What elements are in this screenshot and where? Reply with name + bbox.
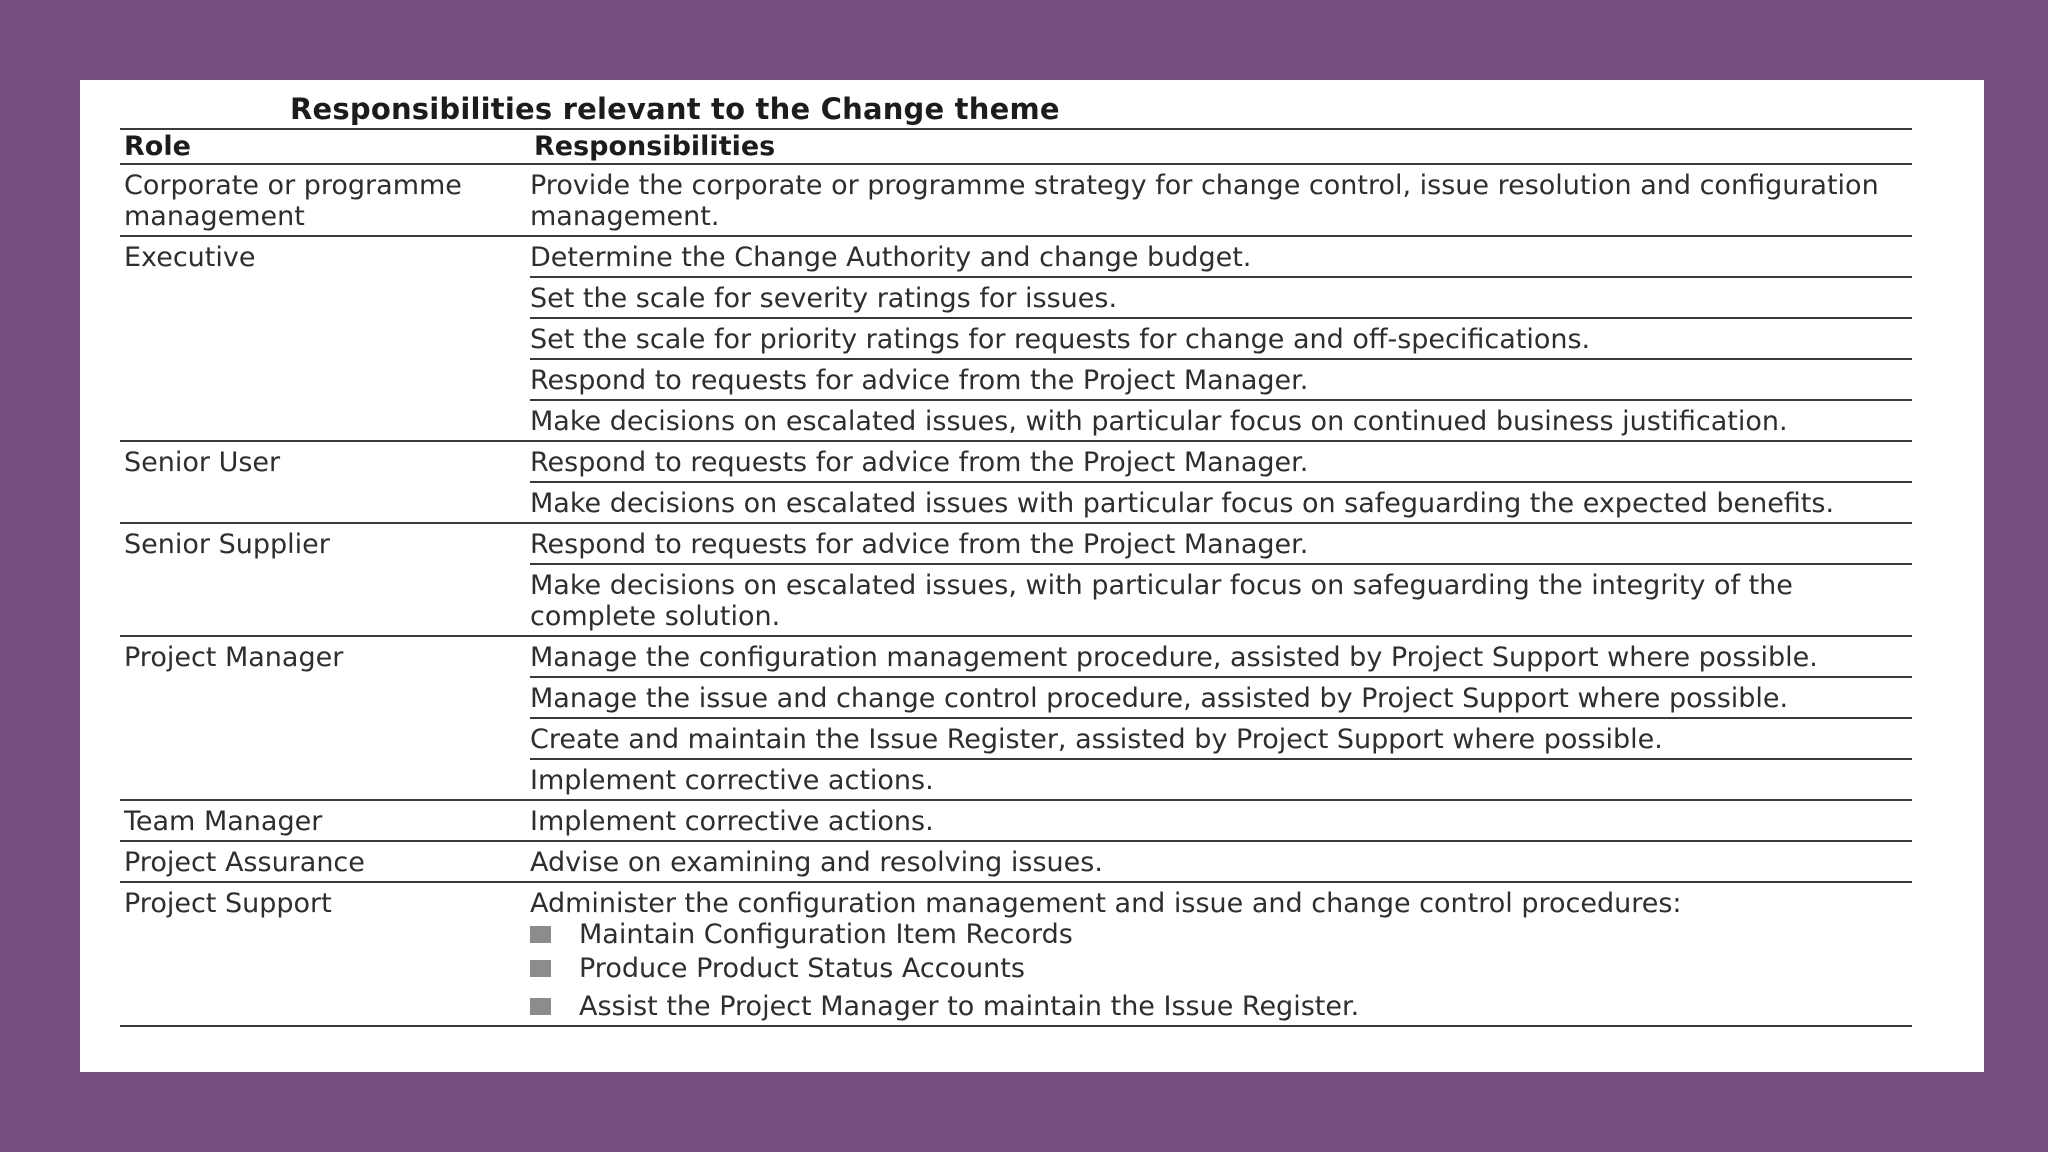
role-cell: Senior Supplier bbox=[124, 529, 330, 560]
responsibilities-cell bbox=[530, 237, 1912, 440]
responsibility-item bbox=[530, 883, 1912, 1025]
role-column-header: Role bbox=[124, 131, 191, 162]
responsibility-item: Set the scale for severity ratings for issues. bbox=[530, 276, 1912, 317]
role-cell: Project Support bbox=[124, 888, 332, 919]
responsibility-item: Manage the configuration management procedure, assisted by Project Support where possible. bbox=[530, 642, 1818, 673]
table-row bbox=[120, 799, 1912, 840]
bullet-text: Produce Product Status Accounts bbox=[579, 952, 1025, 984]
responsibilities-cell bbox=[530, 801, 1912, 840]
table-caption: Responsibilities relevant to the Change theme bbox=[290, 92, 1060, 126]
responsibility-intro: Administer the configuration management and issue and change control procedures: bbox=[530, 888, 1682, 919]
responsibility-item: Set the scale for priority ratings for requests for change and off-specifications. bbox=[530, 317, 1912, 358]
table-header-row bbox=[120, 128, 1912, 163]
responsibilities-cell bbox=[530, 165, 1912, 235]
responsibilities-column-header: Responsibilities bbox=[534, 131, 776, 162]
responsibilities-cell bbox=[530, 637, 1912, 799]
responsibilities-table bbox=[120, 128, 1912, 1027]
role-cell: Project Manager bbox=[124, 642, 344, 673]
table-row bbox=[120, 235, 1912, 440]
document-card bbox=[80, 80, 1984, 1072]
bullet-text: Assist the Project Manager to maintain the Issue Register. bbox=[579, 990, 1360, 1022]
responsibilities-cell bbox=[530, 842, 1912, 881]
bullet-text: Maintain Configuration Item Records bbox=[579, 918, 1073, 950]
table-row bbox=[120, 635, 1912, 799]
responsibility-item: Respond to requests for advice from the Project Manager. bbox=[530, 447, 1309, 478]
responsibility-item: Implement corrective actions. bbox=[530, 758, 1912, 799]
role-cell: Corporate or programme management bbox=[124, 170, 462, 232]
responsibility-item: Determine the Change Authority and change budget. bbox=[530, 242, 1252, 273]
bullet-item bbox=[530, 949, 1908, 987]
table-row bbox=[120, 522, 1912, 635]
responsibilities-cell bbox=[530, 883, 1912, 1025]
responsibility-item: Create and maintain the Issue Register, assisted by Project Support where possible. bbox=[530, 717, 1912, 758]
table-row bbox=[120, 840, 1912, 881]
bullet-item bbox=[530, 987, 1908, 1025]
table-row bbox=[120, 881, 1912, 1025]
table-row bbox=[120, 440, 1912, 522]
square-bullet-icon bbox=[530, 960, 551, 977]
role-cell: Senior User bbox=[124, 447, 281, 478]
role-cell: Project Assurance bbox=[124, 847, 365, 878]
bullet-item bbox=[530, 919, 1908, 949]
responsibilities-cell bbox=[530, 442, 1912, 522]
responsibility-item: Make decisions on escalated issues, with particular focus on continued business justification. bbox=[530, 399, 1912, 440]
responsibility-item: Respond to requests for advice from the Project Manager. bbox=[530, 358, 1912, 399]
role-cell: Executive bbox=[124, 242, 256, 273]
responsibility-item: Manage the issue and change control procedure, assisted by Project Support where possible. bbox=[530, 676, 1912, 717]
table-row bbox=[120, 163, 1912, 235]
responsibility-item: Implement corrective actions. bbox=[530, 806, 934, 837]
square-bullet-icon bbox=[530, 998, 551, 1015]
responsibility-item: Provide the corporate or programme strategy for change control, issue resolution and configuration management. bbox=[530, 170, 1879, 232]
responsibility-item: Advise on examining and resolving issues. bbox=[530, 847, 1103, 878]
role-cell: Team Manager bbox=[124, 806, 323, 837]
square-bullet-icon bbox=[530, 926, 551, 943]
responsibilities-cell bbox=[530, 524, 1912, 635]
responsibility-item: Respond to requests for advice from the Project Manager. bbox=[530, 529, 1309, 560]
responsibility-item: Make decisions on escalated issues, with particular focus on safeguarding the integrity of the complete solution. bbox=[530, 563, 1912, 635]
responsibility-item: Make decisions on escalated issues with particular focus on safeguarding the expected benefits. bbox=[530, 481, 1912, 522]
table-bottom-rule bbox=[120, 1025, 1912, 1027]
